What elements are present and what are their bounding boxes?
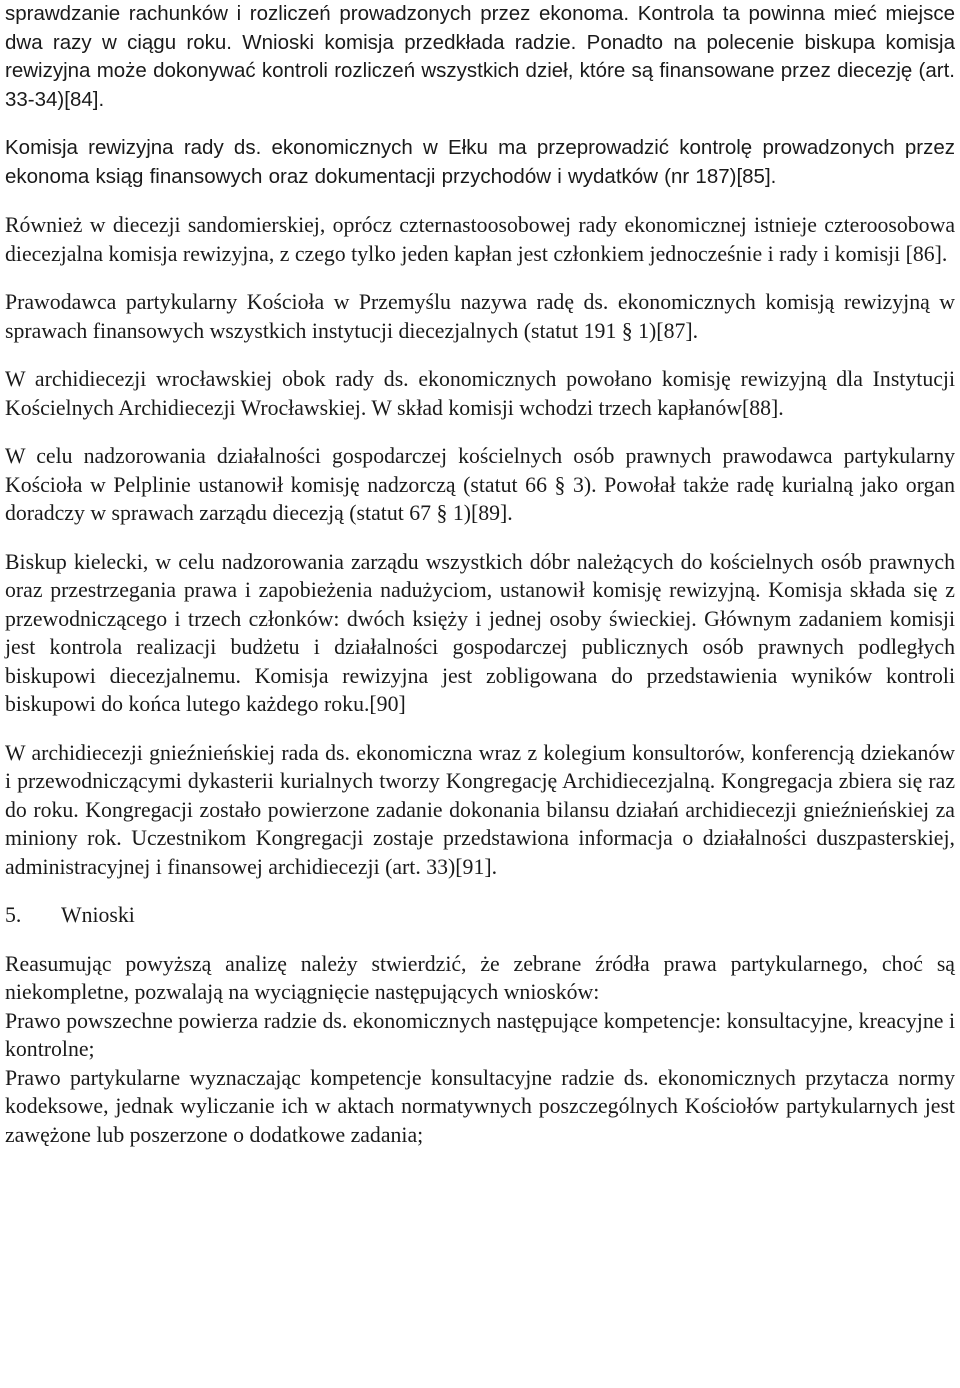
paragraph-summary-intro: Reasumując powyższą analizę należy stwierdzić, że zebrane źródła prawa partykularnego, choć są niekompletne, pozwalają na wyciągnięcie następujących wniosków: (5, 951, 955, 1004)
section-title: Wnioski (61, 903, 135, 927)
section-heading (5, 901, 955, 930)
document-page (5, 0, 955, 1149)
paragraph-kielce: Biskup kielecki, w celu nadzorowania zarządu wszystkich dóbr należących do kościelnych osób prawnych oraz przestrzegania prawa i zapobieżenia nadużyciom, ustanowił komisję rewizyjną. Komisja składa się z przewodniczącego i trzech członków: dwóch księży i jednej osoby świeckiej. Głównym zadaniem komisji jest kontrola realizacji budżetu i działalności gospodarczej publicznych osób prawnych podległych biskupowi diecezjalnemu. Komisja rewizyjna jest zobligowana do przedstawienia wyników kontroli biskupowi do końca lutego każdego roku.[90] (5, 549, 955, 716)
paragraph-audit-duties: sprawdzanie rachunków i rozliczeń prowadzonych przez ekonoma. Kontrola ta powinna mieć miejsce dwa razy w ciągu roku. Wnioski komisja przedkłada radzie. Ponadto na polecenie biskupa komisja rewizyjna może dokonywać kontroli rozliczeń wszystkich dzieł, które są finansowane przez diecezję (art. 33-34)[84]. (5, 2, 955, 111)
paragraph-wroclaw: W archidiecezji wrocławskiej obok rady ds. ekonomicznych powołano komisję rewizyjną dla Instytucji Kościelnych Archidiecezji Wrocławskiej. W skład komisji wchodzi trzech kapłanów[88]. (5, 367, 955, 420)
paragraph-conclusion-particular-law: Prawo partykularne wyznaczając kompetencje konsultacyjne radzie ds. ekonomicznych przytacza normy kodeksowe, jednak wyliczanie ich w aktach normatywnych poszczególnych Kościołów partykularnych jest zawężone lub poszerzone o dodatkowe zadania; (5, 1065, 955, 1147)
paragraph-sandomierz: Również w diecezji sandomierskiej, oprócz czternastoosobowej rady ekonomicznej istnieje czteroosobowa diecezjalna komisja rewizyjna, z czego tylko jeden kapłan jest członkiem jednocześnie i rady i komisji [86]. (5, 213, 955, 266)
paragraph-conclusion-general-law: Prawo powszechne powierza radzie ds. ekonomicznych następujące kompetencje: konsultacyjne, kreacyjne i kontrolne; (5, 1008, 955, 1061)
paragraph-elk-commission: Komisja rewizyjna rady ds. ekonomicznych w Ełku ma przeprowadzić kontrolę prowadzonych przez ekonoma ksiąg finansowych oraz dokumentacji przychodów i wydatków (nr 187)[85]. (5, 136, 955, 188)
paragraph-przemysl: Prawodawca partykularny Kościoła w Przemyślu nazywa radę ds. ekonomicznych komisją rewizyjną w sprawach finansowych wszystkich instytucji diecezjalnych (statut 191 § 1)[87]. (5, 290, 955, 343)
paragraph-pelplin: W celu nadzorowania działalności gospodarczej kościelnych osób prawnych prawodawca partykularny Kościoła w Pelplinie ustanowił komisję nadzorczą (statut 66 § 3). Powołał także radę kurialną jako organ doradczy w sprawach zarządu diecezją (statut 67 § 1)[89]. (5, 444, 955, 525)
section-number: 5. (5, 903, 22, 927)
paragraph-gniezno: W archidiecezji gnieźnieńskiej rada ds. ekonomiczna wraz z kolegium konsultorów, konferencją dziekanów i przewodniczącymi dykasterii kurialnych tworzy Kongregację Archidiecezjalną. Kongregacja zbiera się raz do roku. Kongregacji zostało powierzone zadanie dokonania bilansu działań archidiecezji gnieźnieńskiej za miniony rok. Uczestnikom Kongregacji zostaje przedstawiona informacja o działalności duszpasterskiej, administracyjnej i finansowej archidiecezji (art. 33)[91]. (5, 740, 955, 879)
